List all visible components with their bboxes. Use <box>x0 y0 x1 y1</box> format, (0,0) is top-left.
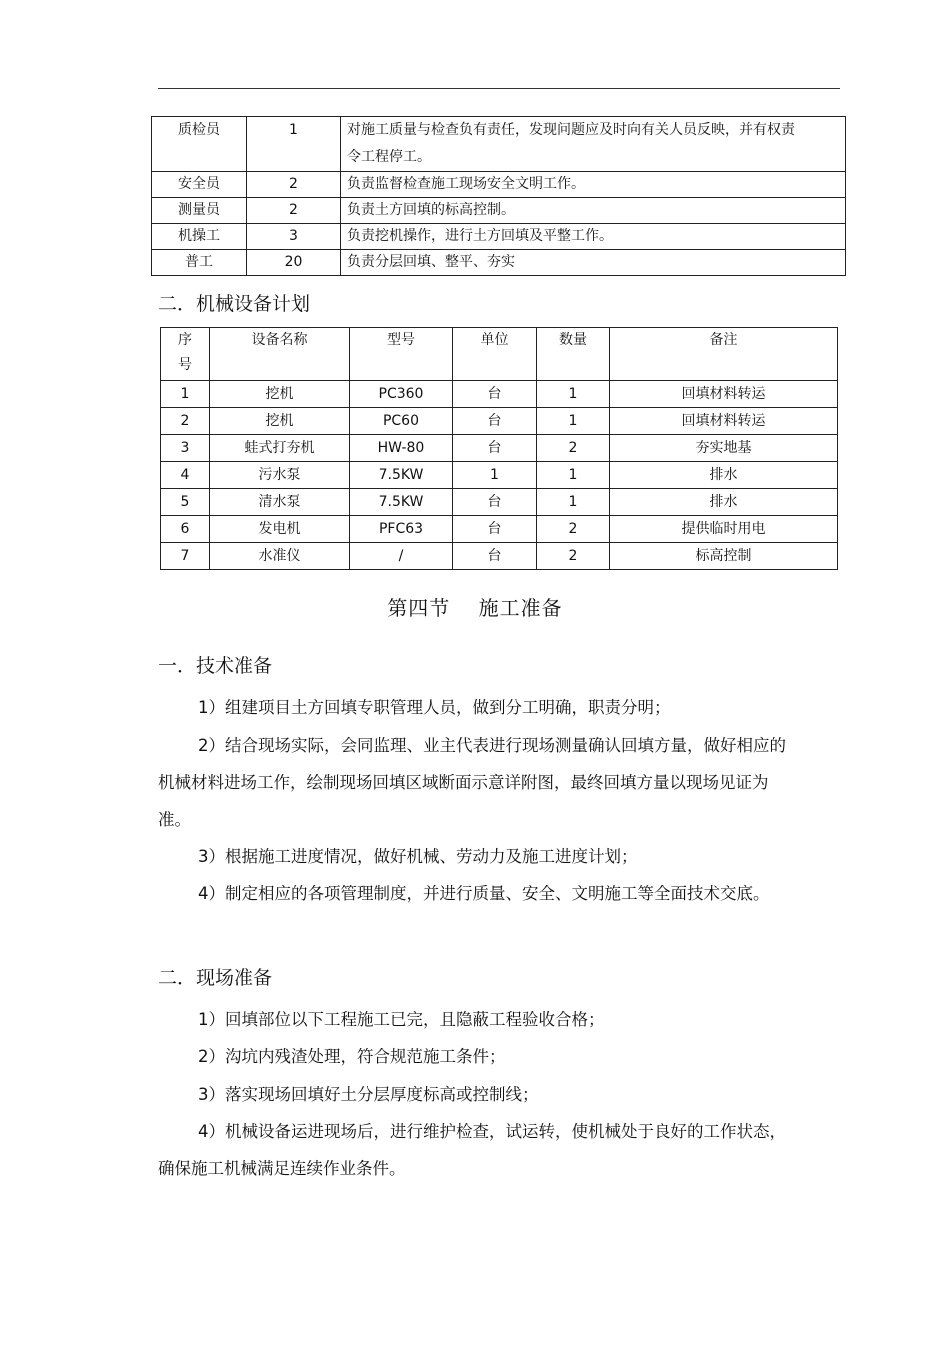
equip-unit: 台 <box>453 543 537 570</box>
tech-item-1: 1）组建项目土方回填专职管理人员，做到分工明确，职责分明； <box>198 698 671 717</box>
table-row <box>152 250 846 276</box>
staff-role: 机操工 <box>152 224 247 250</box>
equip-note: 回填材料转运 <box>610 381 838 408</box>
equip-model: 7.5KW <box>350 462 453 489</box>
equip-note: 排水 <box>610 489 838 516</box>
equip-note: 夯实地基 <box>610 435 838 462</box>
equip-note: 提供临时用电 <box>610 516 838 543</box>
equip-model: / <box>350 543 453 570</box>
section-title-site: 二．现场准备 <box>158 967 273 989</box>
table-row <box>161 489 838 516</box>
staff-duty: 负责挖机操作，进行土方回填及平整工作。 <box>341 224 846 250</box>
staff-duty: 负责分层回填、整平、夯实 <box>341 250 846 276</box>
equip-unit: 台 <box>453 489 537 516</box>
table-row <box>161 408 838 435</box>
site-item-3: 3）落实现场回填好土分层厚度标高或控制线； <box>198 1085 539 1104</box>
equip-model: PC60 <box>350 408 453 435</box>
equip-unit: 台 <box>453 381 537 408</box>
equip-seq: 7 <box>161 543 210 570</box>
staff-role: 质检员 <box>152 117 247 172</box>
header-unit: 单位 <box>453 328 537 381</box>
section4-title: 第四节 施工准备 <box>387 596 563 620</box>
table-row <box>161 516 838 543</box>
equip-model: PFC63 <box>350 516 453 543</box>
staff-duty: 负责土方回填的标高控制。 <box>341 198 846 224</box>
equip-note: 排水 <box>610 462 838 489</box>
equip-qty: 1 <box>537 489 610 516</box>
tech-item-2: 2）结合现场实际，会同监理、业主代表进行现场测量确认回填方量，做好相应的机械材料进场工作，绘制现场回填区域断面示意详附图，最终回填方量以现场见证为准。 <box>158 736 786 829</box>
equip-qty: 2 <box>537 543 610 570</box>
staff-count: 2 <box>247 172 341 198</box>
staff-table <box>151 116 846 276</box>
table-row <box>152 117 846 172</box>
section-title-tech: 一．技术准备 <box>158 655 273 677</box>
equip-qty: 1 <box>537 408 610 435</box>
staff-duty: 负责监督检查施工现场安全文明工作。 <box>341 172 846 198</box>
equip-name: 挖机 <box>210 408 350 435</box>
header-seq: 序号 <box>161 328 210 381</box>
table-row <box>161 435 838 462</box>
header-qty: 数量 <box>537 328 610 381</box>
equip-qty: 1 <box>537 381 610 408</box>
equip-model: HW-80 <box>350 435 453 462</box>
equip-name: 挖机 <box>210 381 350 408</box>
equip-unit: 台 <box>453 516 537 543</box>
staff-role: 普工 <box>152 250 247 276</box>
staff-count: 2 <box>247 198 341 224</box>
equip-unit: 台 <box>453 408 537 435</box>
site-item-2: 2）沟坑内残渣处理，符合规范施工条件； <box>198 1047 506 1066</box>
header-note: 备注 <box>610 328 838 381</box>
equip-name: 污水泵 <box>210 462 350 489</box>
equip-unit: 台 <box>453 435 537 462</box>
table-row <box>161 381 838 408</box>
equip-qty: 2 <box>537 435 610 462</box>
equip-qty: 1 <box>537 462 610 489</box>
table-row <box>161 543 838 570</box>
equip-qty: 2 <box>537 516 610 543</box>
staff-count: 20 <box>247 250 341 276</box>
header-name: 设备名称 <box>210 328 350 381</box>
equip-seq: 6 <box>161 516 210 543</box>
staff-role: 安全员 <box>152 172 247 198</box>
table-row <box>152 224 846 250</box>
table-row <box>152 172 846 198</box>
section-title-equipment: 二．机械设备计划 <box>158 293 311 315</box>
equip-name: 水准仪 <box>210 543 350 570</box>
staff-count: 3 <box>247 224 341 250</box>
staff-count: 1 <box>247 117 341 172</box>
table-row <box>161 462 838 489</box>
tech-item-3: 3）根据施工进度情况，做好机械、劳动力及施工进度计划； <box>198 847 638 866</box>
equip-seq: 2 <box>161 408 210 435</box>
equip-model: PC360 <box>350 381 453 408</box>
staff-duty: 对施工质量与检查负有责任，发现问题应及时向有关人员反映，并有权责令工程停工。 <box>341 117 846 172</box>
equip-model: 7.5KW <box>350 489 453 516</box>
equip-seq: 5 <box>161 489 210 516</box>
equip-seq: 1 <box>161 381 210 408</box>
equip-seq: 3 <box>161 435 210 462</box>
site-item-1: 1）回填部位以下工程施工已完，且隐蔽工程验收合格； <box>198 1010 605 1029</box>
equipment-table <box>160 327 838 570</box>
site-item-4: 4）机械设备运进现场后，进行维护检查，试运转，使机械处于良好的工作状态，确保施工机械满足连续作业条件。 <box>158 1122 786 1178</box>
equip-unit: 1 <box>453 462 537 489</box>
table-row <box>152 198 846 224</box>
equip-name: 发电机 <box>210 516 350 543</box>
equip-name: 清水泵 <box>210 489 350 516</box>
equip-note: 标高控制 <box>610 543 838 570</box>
equip-seq: 4 <box>161 462 210 489</box>
staff-role: 测量员 <box>152 198 247 224</box>
table-header-row <box>161 328 838 381</box>
header-model: 型号 <box>350 328 453 381</box>
header-rule <box>158 88 840 89</box>
equip-name: 蛙式打夯机 <box>210 435 350 462</box>
tech-item-4: 4）制定相应的各项管理制度，并进行质量、安全、文明施工等全面技术交底。 <box>198 884 770 903</box>
equip-note: 回填材料转运 <box>610 408 838 435</box>
